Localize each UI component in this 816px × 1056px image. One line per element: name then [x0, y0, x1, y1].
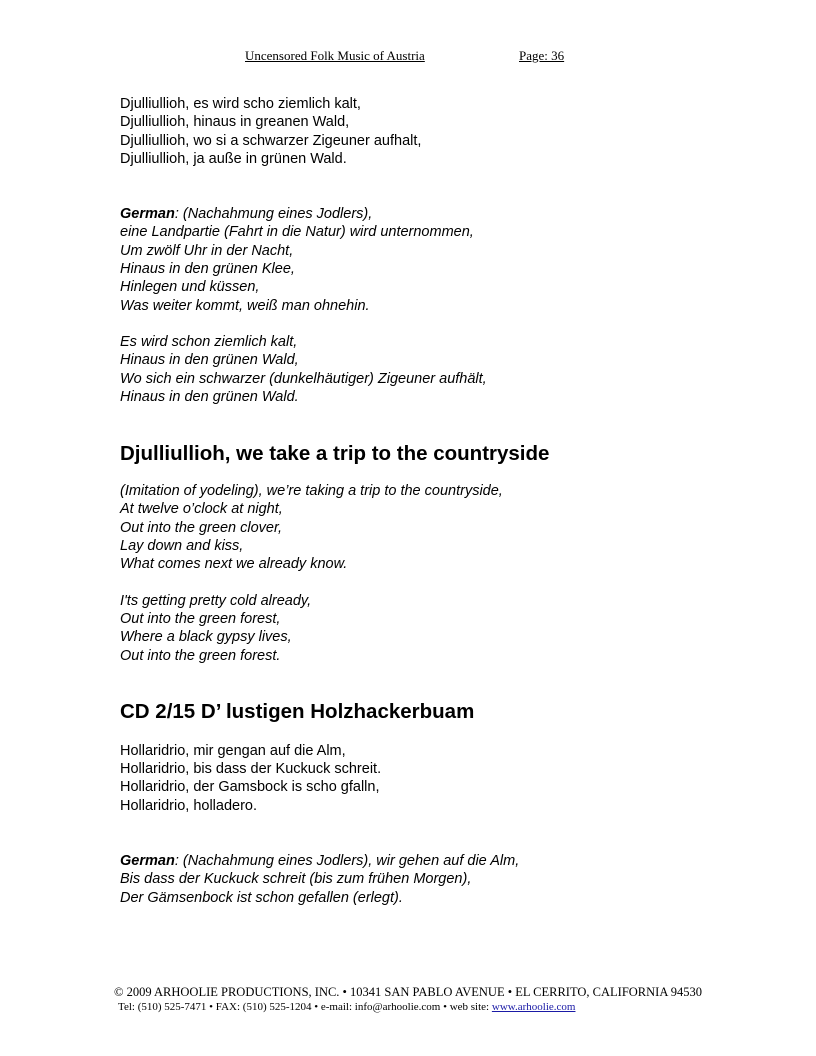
lyric-line: Es wird schon ziemlich kalt, [120, 333, 298, 350]
english-translation-stanza-1 [120, 482, 760, 573]
german-translation-2 [120, 852, 760, 907]
german-label: German [120, 853, 175, 870]
section-heading-track: CD 2/15 D’ lustigen Holzhackerbuam [120, 699, 475, 723]
lyric-line [120, 205, 760, 223]
lyric-line: Hollaridrio, bis dass der Kuckuck schreit. [120, 761, 382, 778]
lyric-line: (Imitation of yodeling), we’re taking a trip to the countryside, [120, 483, 503, 500]
german-first-line: : (Nachahmung eines Jodlers), [174, 206, 373, 223]
lyric-line: Djulliullioh, hinaus in greanen Wald, [120, 114, 350, 131]
document-title: Uncensored Folk Music of Austria [245, 48, 425, 63]
german-first-line: : (Nachahmung eines Jodlers), wir gehen auf die Alm, [174, 853, 520, 870]
footer-copyright [0, 985, 816, 1000]
lyric-line: Out into the green clover, [120, 519, 283, 536]
lyric-line: Where a black gypsy lives, [120, 629, 292, 646]
page-number: Page: 36 [519, 48, 565, 63]
page-content [120, 95, 760, 907]
lyric-line: Bis dass der Kuckuck schreit (bis zum frühen Morgen), [120, 871, 472, 888]
german-label: German [120, 206, 175, 223]
footer-contact-text: Tel: (510) 525-7471 • FAX: (510) 525-1204 • e-mail: info@arhoolie.com • web site: [118, 1001, 492, 1013]
lyric-line: Hinaus in den grünen Wald. [120, 388, 299, 405]
lyric-line [120, 852, 760, 870]
lyric-line: Djulliullioh, wo si a schwarzer Zigeuner aufhalt, [120, 132, 422, 149]
footer-contact [118, 1001, 575, 1013]
german-translation-1 [120, 205, 760, 315]
lyric-line: Hollaridrio, holladero. [120, 797, 258, 814]
lyric-line: Djulliullioh, ja auße in grünen Wald. [120, 150, 347, 167]
lyric-line: What comes next we already know. [120, 556, 348, 573]
english-translation-stanza-2 [120, 592, 760, 665]
lyric-line: Hinaus in den grünen Klee, [120, 261, 295, 278]
section-heading-english: Djulliullioh, we take a trip to the countryside [120, 442, 550, 466]
lyric-line: Hollaridrio, der Gamsbock is scho gfalln, [120, 779, 380, 796]
dialect-stanza-2 [120, 742, 760, 815]
lyric-line: Djulliullioh, es wird scho ziemlich kalt, [120, 96, 361, 112]
german-translation-1-stanza-2 [120, 333, 760, 406]
dialect-stanza-1 [120, 95, 760, 168]
lyric-line: Out into the green forest, [120, 610, 281, 627]
lyric-line: I'ts getting pretty cold already, [120, 592, 312, 609]
website-link[interactable]: www.arhoolie.com [491, 1001, 576, 1013]
footer-address: © 2009 ARHOOLIE PRODUCTIONS, INC. • 10341 SAN PABLO AVENUE • EL CERRITO, CALIFORNIA 94530 [113, 985, 703, 999]
lyric-line: Was weiter kommt, weiß man ohnehin. [120, 297, 370, 314]
lyric-line: eine Landpartie (Fahrt in die Natur) wird unternommen, [120, 224, 474, 241]
lyric-line: Hinaus in den grünen Wald, [120, 352, 299, 369]
lyric-line: Der Gämsenbock ist schon gefallen (erlegt). [120, 889, 403, 906]
lyric-line: At twelve o’clock at night, [120, 501, 283, 518]
lyric-line: Um zwölf Uhr in der Nacht, [120, 242, 294, 259]
lyric-line: Out into the green forest. [120, 647, 281, 664]
lyric-line: Hinlegen und küssen, [120, 279, 260, 296]
lyric-line: Hollaridrio, mir gengan auf die Alm, [120, 742, 346, 759]
lyric-line: Lay down and kiss, [120, 538, 244, 555]
lyric-line: Wo sich ein schwarzer (dunkelhäutiger) Zigeuner aufhält, [120, 370, 487, 387]
